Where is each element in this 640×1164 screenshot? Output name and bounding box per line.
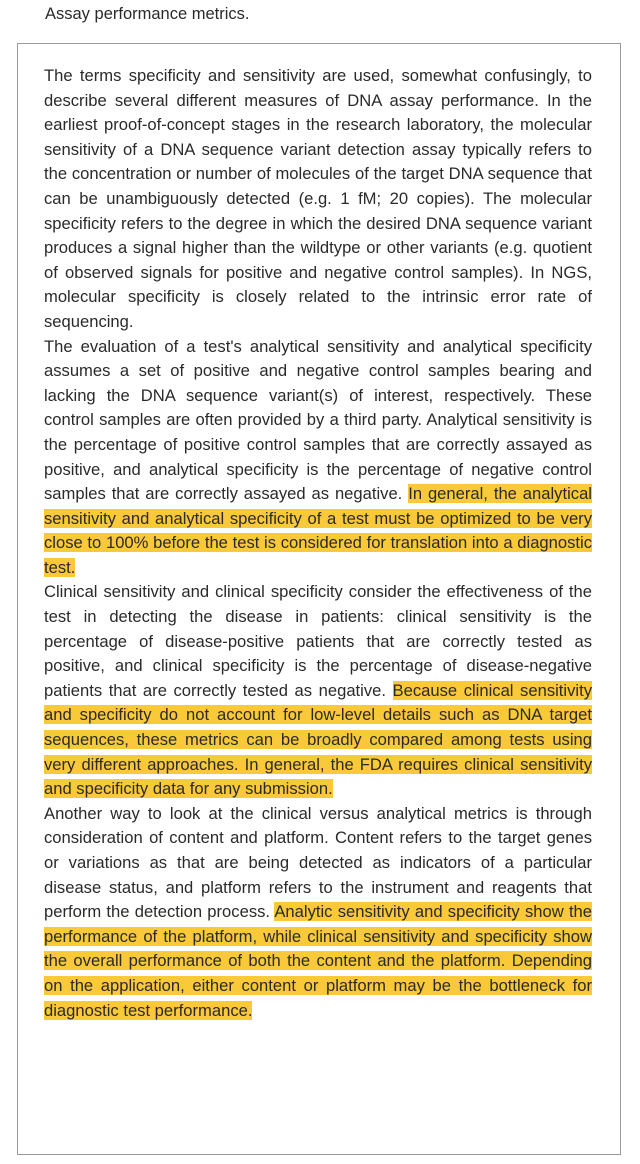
paragraph-clinical-metrics — [44, 580, 592, 801]
highlighted-text: Analytic sensitivity and specificity show the performance of the platform, while clinical sensitivity and specificity show the overall performance of both the content and the platform. Depending on the application, either content or platform may be the bottleneck for diagnostic test performance. — [44, 902, 593, 1020]
highlighted-text: In general, the analytical sensitivity and analytical specificity of a test must be optimized to be very close to 100% before the test is considered for translation into a diagnostic test. — [44, 484, 592, 577]
paragraph-text: The evaluation of a test's analytical sensitivity and analytical specificity assumes a set of positive and negative control samples bearing and lacking the DNA sequence variant(s) of interest, respectively. These control samples are often provided by a third party. Analytical sensitivity is the percentage of positive control samples that are correctly assayed as positive, and analytical specificity is the percentage of negative control samples that are correctly assayed as negative. — [44, 336, 592, 504]
paragraph-molecular-metrics — [44, 64, 592, 335]
highlighted-text: Because clinical sensitivity and specificity do not account for low-level details such as DNA target sequences, these metrics can be broadly compared among tests using very different approaches. In general, the FDA requires clinical sensitivity and specificity data for any submission. — [44, 680, 592, 799]
paragraph-text: Clinical sensitivity and clinical specificity consider the effectiveness of the test in detecting the disease in patients: clinical sensitivity is the percentage of disease-positive patients that are correctly tested as positive, and clinical specificity is the percentage of disease-negative patients that are correctly tested as negative. — [44, 582, 592, 700]
paragraph-text: The terms specificity and sensitivity are used, somewhat confusingly, to describe several different measures of DNA assay performance. In the earliest proof-of-concept stages in the research laboratory, the molecular sensitivity of a DNA sequence variant detection assay typically refers to the concentration or number of molecules of the target DNA sequence that can be unambiguously detected (e.g. 1 fM; 20 copies). The molecular specificity refers to the degree in which the desired DNA sequence variant produces a signal higher than the wildtype or other variants (e.g. quotient of observed signals for positive and negative control samples). In NGS, molecular specificity is closely related to the intrinsic error rate of sequencing. — [44, 66, 592, 331]
article-body — [44, 64, 592, 1023]
figure-caption: Assay performance metrics. — [45, 5, 250, 23]
paragraph-analytical-metrics — [44, 335, 592, 581]
paragraph-content-platform — [44, 802, 592, 1023]
paragraph-text: Another way to look at the clinical versus analytical metrics is through consideration of content and platform. Content refers to the target genes or variations as that are being detected as indicators of a particular disease status, and platform refers to the instrument and reagents that perform the detection process. — [44, 803, 592, 922]
